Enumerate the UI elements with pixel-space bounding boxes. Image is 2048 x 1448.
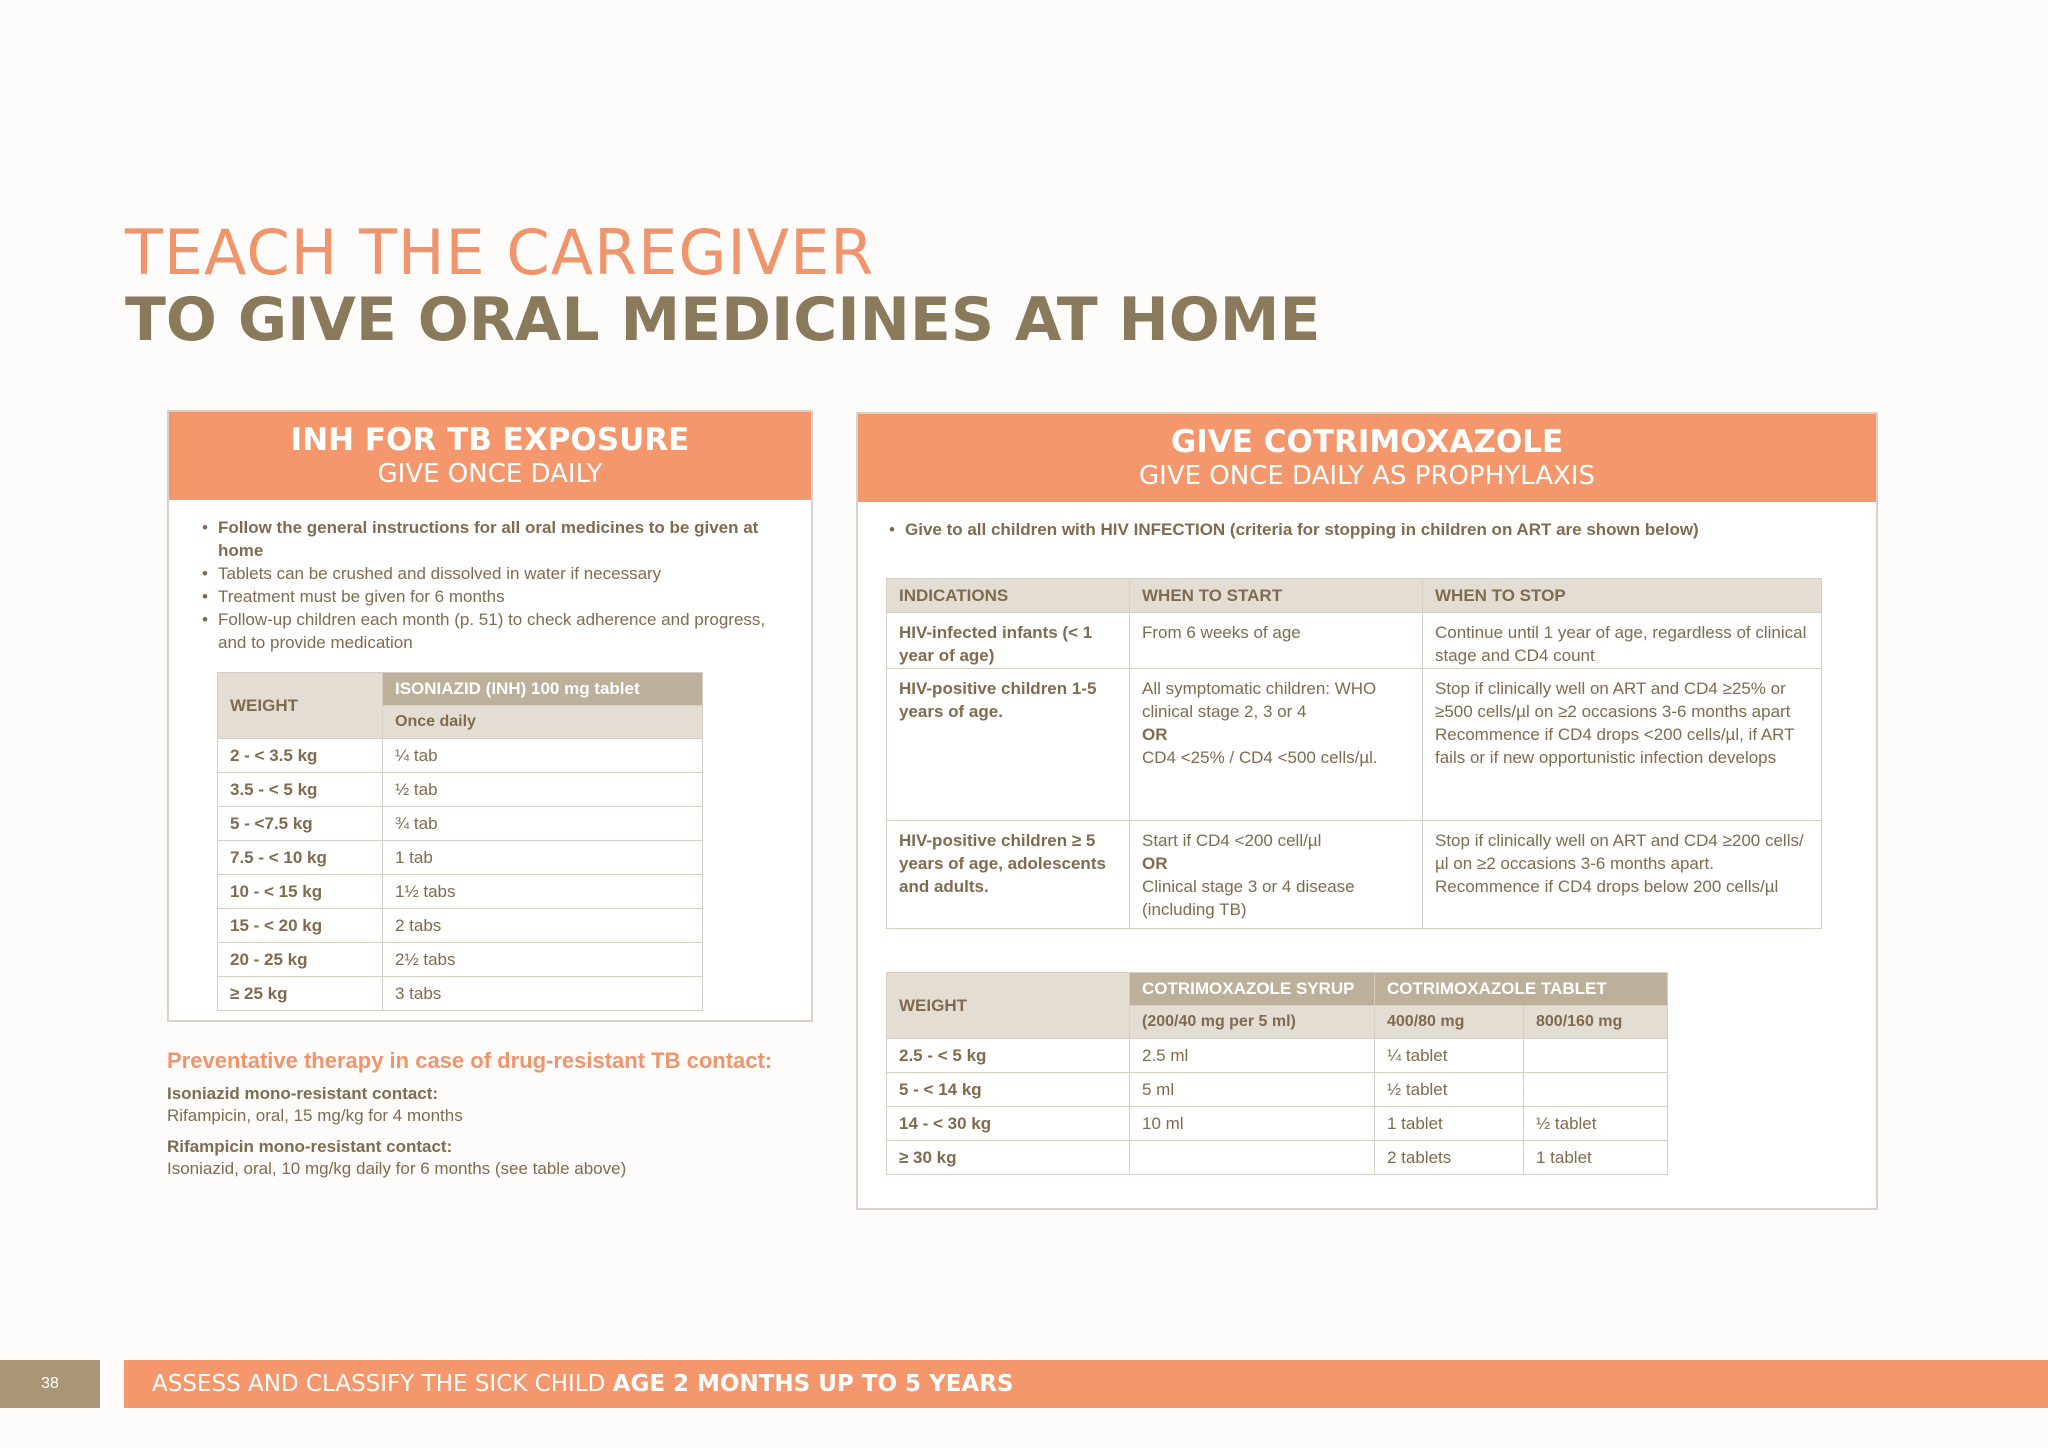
dose-cell: ¾ tab bbox=[383, 807, 703, 841]
cotrimoxazole-panel-header bbox=[858, 414, 1876, 502]
inh-subheading: GIVE ONCE DAILY bbox=[377, 459, 603, 490]
inh-panel-header bbox=[169, 412, 811, 500]
tablet-400-cell: 1 tablet bbox=[1375, 1107, 1524, 1141]
recommence-text: Recommence if CD4 drops below 200 cells/µl bbox=[1435, 877, 1779, 896]
list-item: • Follow the general instructions for all oral medicines to be given at home bbox=[202, 516, 792, 562]
page-number: 38 bbox=[0, 1360, 100, 1408]
indication-cell: HIV-positive children ≥ 5 years of age, adolescents and adults. bbox=[887, 821, 1130, 929]
preventative-text: Isoniazid, oral, 10 mg/kg daily for 6 months (see table above) bbox=[167, 1159, 627, 1178]
dose-cell: 1 tab bbox=[383, 841, 703, 875]
list-item: • Tablets can be crushed and dissolved in water if necessary bbox=[202, 562, 792, 585]
tablet-800-cell: 1 tablet bbox=[1524, 1141, 1668, 1175]
table-header-syrup: COTRIMOXAZOLE SYRUP bbox=[1130, 973, 1375, 1006]
weight-cell: 5 - < 14 kg bbox=[887, 1073, 1130, 1107]
table-header-weight: WEIGHT bbox=[887, 973, 1130, 1039]
cotrimoxazole-heading: GIVE COTRIMOXAZOLE bbox=[1170, 424, 1564, 460]
table-row bbox=[887, 1141, 1668, 1175]
table-header-tablet: COTRIMOXAZOLE TABLET bbox=[1375, 973, 1668, 1006]
tablet-400-cell: 2 tablets bbox=[1375, 1141, 1524, 1175]
dose-cell: ¼ tab bbox=[383, 739, 703, 773]
preventative-item bbox=[167, 1136, 626, 1180]
weight-cell: 7.5 - < 10 kg bbox=[218, 841, 383, 875]
table-header-when-to-start: WHEN TO START bbox=[1130, 579, 1423, 613]
or-label: OR bbox=[1142, 854, 1168, 873]
weight-cell: 5 - <7.5 kg bbox=[218, 807, 383, 841]
table-row bbox=[218, 875, 703, 909]
table-header-isoniazid: ISONIAZID (INH) 100 mg tablet bbox=[383, 673, 703, 706]
start-text: All symptomatic children: WHO clinical stage 2, 3 or 4 bbox=[1142, 679, 1377, 721]
tablet-400-cell: ½ tablet bbox=[1375, 1073, 1524, 1107]
footer-banner bbox=[124, 1360, 2048, 1408]
cotrimoxazole-subheading: GIVE ONCE DAILY AS PROPHYLAXIS bbox=[1139, 461, 1595, 492]
stop-text: Stop if clinically well on ART and CD4 ≥25% or ≥500 cells/µl on ≥2 occasions 3-6 months apart bbox=[1435, 679, 1791, 721]
weight-cell: 3.5 - < 5 kg bbox=[218, 773, 383, 807]
indications-table bbox=[886, 578, 1822, 929]
dose-cell: ½ tab bbox=[383, 773, 703, 807]
table-header-once-daily: Once daily bbox=[383, 706, 703, 739]
table-header-weight: WEIGHT bbox=[218, 673, 383, 739]
table-header-indications: INDICATIONS bbox=[887, 579, 1130, 613]
dose-cell: 3 tabs bbox=[383, 977, 703, 1011]
stop-text: Stop if clinically well on ART and CD4 ≥200 cells/µl on ≥2 occasions 3-6 months apart. bbox=[1435, 831, 1804, 873]
page-title-line2: TO GIVE ORAL MEDICINES AT HOME bbox=[125, 285, 1321, 355]
preventative-text: Rifampicin, oral, 15 mg/kg for 4 months bbox=[167, 1106, 463, 1125]
table-header-tablet-400: 400/80 mg bbox=[1375, 1006, 1524, 1039]
inh-heading: INH FOR TB EXPOSURE bbox=[290, 422, 690, 458]
weight-cell: 20 - 25 kg bbox=[218, 943, 383, 977]
when-to-stop-cell bbox=[1423, 821, 1822, 929]
footer-text-bold: AGE 2 MONTHS UP TO 5 YEARS bbox=[612, 1371, 1014, 1397]
table-header-syrup-strength: (200/40 mg per 5 ml) bbox=[1130, 1006, 1375, 1039]
preventative-label: Isoniazid mono-resistant contact: bbox=[167, 1084, 439, 1103]
dose-cell: 2 tabs bbox=[383, 909, 703, 943]
list-item: • Give to all children with HIV INFECTION (criteria for stopping in children on ART are shown below) bbox=[889, 518, 1849, 541]
table-header-when-to-stop: WHEN TO STOP bbox=[1423, 579, 1822, 613]
list-item: • Follow-up children each month (p. 51) to check adherence and progress, and to provide medication bbox=[202, 608, 792, 654]
table-row bbox=[218, 773, 703, 807]
weight-cell: 2.5 - < 5 kg bbox=[887, 1039, 1130, 1073]
syrup-dose-cell: 10 ml bbox=[1130, 1107, 1375, 1141]
indication-cell: HIV-positive children 1-5 years of age. bbox=[887, 669, 1130, 821]
tablet-800-cell bbox=[1524, 1039, 1668, 1073]
syrup-dose-cell: 2.5 ml bbox=[1130, 1039, 1375, 1073]
stop-text: Continue until 1 year of age, regardless of clinical stage and CD4 count bbox=[1435, 623, 1807, 665]
table-row bbox=[887, 613, 1822, 669]
start-text: CD4 <25% / CD4 <500 cells/µl. bbox=[1142, 748, 1378, 767]
syrup-dose-cell bbox=[1130, 1141, 1375, 1175]
page-title-line1: TEACH THE CAREGIVER bbox=[125, 216, 875, 289]
table-row bbox=[218, 739, 703, 773]
tablet-400-cell: ¼ tablet bbox=[1375, 1039, 1524, 1073]
dose-cell: 2½ tabs bbox=[383, 943, 703, 977]
table-row bbox=[218, 841, 703, 875]
recommence-text: Recommence if CD4 drops <200 cells/µl, if ART fails or if new opportunistic infection develops bbox=[1435, 725, 1795, 767]
weight-cell: 10 - < 15 kg bbox=[218, 875, 383, 909]
dose-cell: 1½ tabs bbox=[383, 875, 703, 909]
when-to-stop-cell bbox=[1423, 669, 1822, 821]
start-text: Clinical stage 3 or 4 disease (including TB) bbox=[1142, 877, 1355, 919]
when-to-start-cell bbox=[1130, 669, 1423, 821]
when-to-start-cell bbox=[1130, 821, 1423, 929]
list-item: • Treatment must be given for 6 months bbox=[202, 585, 792, 608]
table-header-tablet-800: 800/160 mg bbox=[1524, 1006, 1668, 1039]
weight-cell: ≥ 25 kg bbox=[218, 977, 383, 1011]
weight-cell: ≥ 30 kg bbox=[887, 1141, 1130, 1175]
table-row bbox=[887, 1039, 1668, 1073]
indication-cell: HIV-infected infants (< 1 year of age) bbox=[887, 613, 1130, 669]
cotrimoxazole-instructions bbox=[889, 518, 1849, 541]
footer-text: ASSESS AND CLASSIFY THE SICK CHILD bbox=[152, 1371, 613, 1397]
table-row bbox=[218, 807, 703, 841]
cotrimoxazole-panel bbox=[856, 412, 1878, 1210]
syrup-dose-cell: 5 ml bbox=[1130, 1073, 1375, 1107]
table-row bbox=[887, 821, 1822, 929]
table-row bbox=[887, 1107, 1668, 1141]
start-text: Start if CD4 <200 cell/µl bbox=[1142, 831, 1322, 850]
inh-dosing-table bbox=[217, 672, 703, 1011]
table-row bbox=[218, 943, 703, 977]
table-row bbox=[218, 977, 703, 1011]
tablet-800-cell: ½ tablet bbox=[1524, 1107, 1668, 1141]
weight-cell: 2 - < 3.5 kg bbox=[218, 739, 383, 773]
start-text: From 6 weeks of age bbox=[1142, 623, 1301, 642]
when-to-start-cell bbox=[1130, 613, 1423, 669]
cotrimoxazole-dosing-table bbox=[886, 972, 1668, 1175]
table-row bbox=[887, 669, 1822, 821]
table-row bbox=[218, 909, 703, 943]
inh-panel bbox=[167, 410, 813, 1022]
weight-cell: 14 - < 30 kg bbox=[887, 1107, 1130, 1141]
inh-instructions bbox=[202, 516, 792, 654]
preventative-label: Rifampicin mono-resistant contact: bbox=[167, 1137, 453, 1156]
when-to-stop-cell bbox=[1423, 613, 1822, 669]
tablet-800-cell bbox=[1524, 1073, 1668, 1107]
or-label: OR bbox=[1142, 725, 1168, 744]
preventative-title: Preventative therapy in case of drug-resistant TB contact: bbox=[167, 1048, 773, 1073]
table-row bbox=[887, 1073, 1668, 1107]
weight-cell: 15 - < 20 kg bbox=[218, 909, 383, 943]
preventative-item bbox=[167, 1083, 463, 1127]
